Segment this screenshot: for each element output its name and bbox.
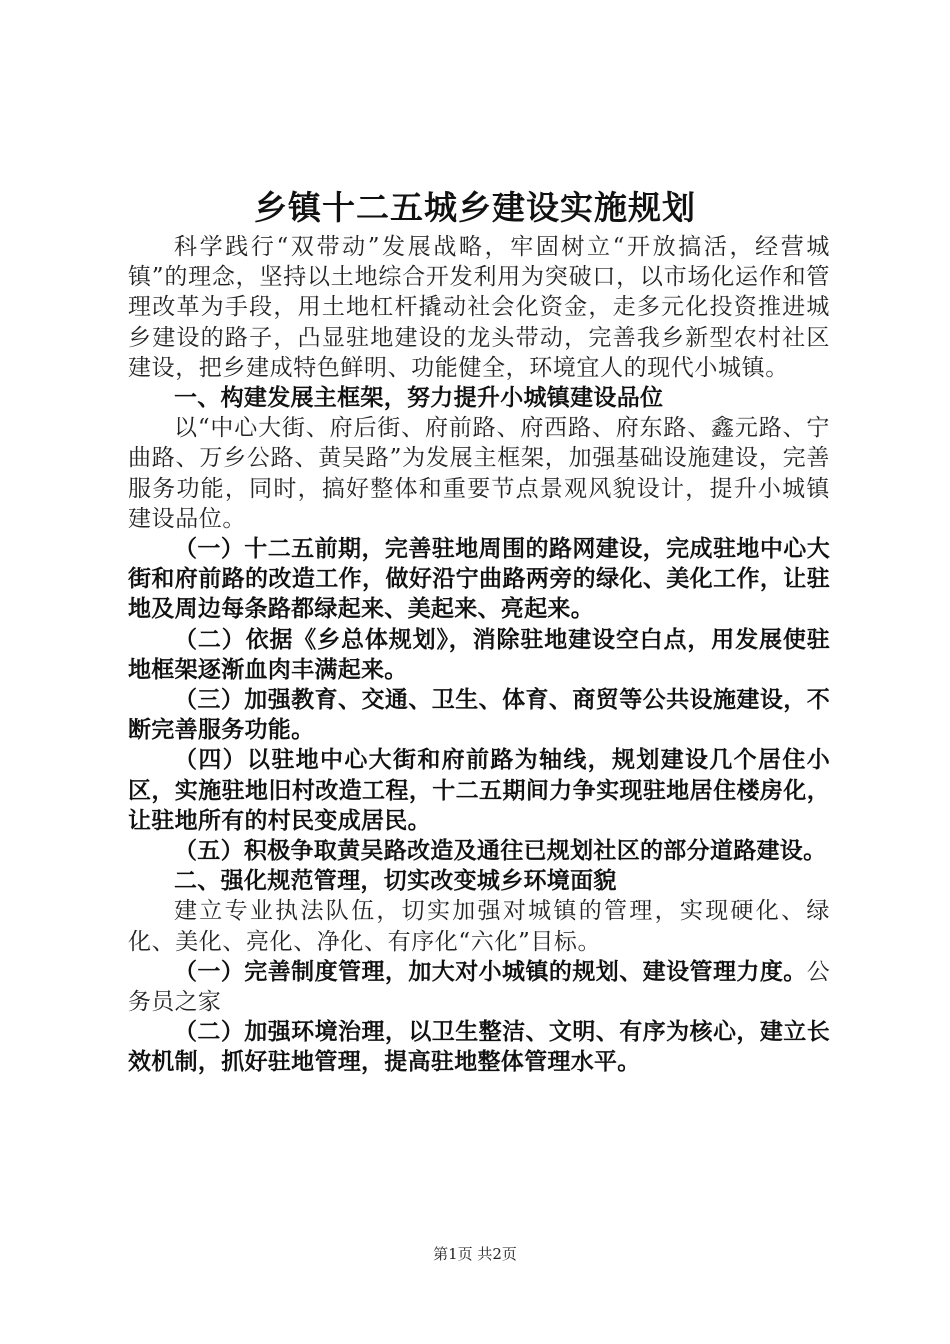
- section-1-item-4: （四）以驻地中心大街和府前路为轴线，规划建设几个居住小区，实施驻地旧村改造工程，十二五期间力争实现驻地居住楼房化，让驻地所有的村民变成居民。: [128, 747, 830, 834]
- section-2-item-1-text: （一）完善制度管理，加大对小城镇的规划、建设管理力度。: [174, 958, 807, 985]
- section-heading-1: 一、构建发展主框架，努力提升小城镇建设品位: [174, 385, 664, 412]
- section-1-item-1: （一）十二五前期，完善驻地周围的路网建设，完成驻地中心大街和府前路的改造工作，做好沿宁曲路两旁的绿化、美化工作，让驻地及周边每条路都绿起来、美起来、亮起来。: [128, 536, 830, 623]
- section-heading-2: 二、强化规范管理，切实改变城乡环境面貌: [174, 868, 617, 895]
- section-1-item-3: （三）加强教育、交通、卫生、体育、商贸等公共设施建设，不断完善服务功能。: [128, 687, 830, 744]
- page-footer: 第1页 共2页: [433, 1245, 517, 1263]
- section-1-item-2: （二）依据《乡总体规划》，消除驻地建设空白点，用发展使驻地框架逐渐血肉丰满起来。: [128, 626, 830, 683]
- section-2-item-1: [128, 957, 830, 1017]
- document-body: [128, 232, 830, 1078]
- section-1-intro: 以“中心大街、府后街、府前路、府西路、府东路、鑫元路、宁曲路、万乡公路、黄吴路”为发展主框架，加强基础设施建设，完善服务功能，同时，搞好整体和重要节点景观风貌设计，提升小城镇建设品位。: [128, 415, 830, 532]
- section-1-item-5: （五）积极争取黄吴路改造及通往已规划社区的部分道路建设。: [174, 838, 827, 865]
- site-watermark-text: 公务员之家: [128, 958, 830, 1016]
- document-title: 乡镇十二五城乡建设实施规划: [254, 188, 696, 227]
- intro-paragraph: 科学践行“双带动”发展战略，牢固树立“开放搞活，经营城镇”的理念，坚持以土地综合开发利用为突破口，以市场化运作和管理改革为手段，用土地杠杆撬动社会化资金，走多元化投资推进城乡建设的路子，凸显驻地建设的龙头带动，完善我乡新型农村社区建设，把乡建成特色鲜明、功能健全，环境宜人的现代小城镇。: [128, 234, 830, 381]
- section-2-intro: 建立专业执法队伍，切实加强对城镇的管理，实现硬化、绿化、美化、亮化、净化、有序化“六化”目标。: [128, 898, 830, 955]
- section-2-item-2: （二）加强环境治理，以卫生整洁、文明、有序为核心，建立长效机制，抓好驻地管理，提高驻地整体管理水平。: [128, 1019, 830, 1076]
